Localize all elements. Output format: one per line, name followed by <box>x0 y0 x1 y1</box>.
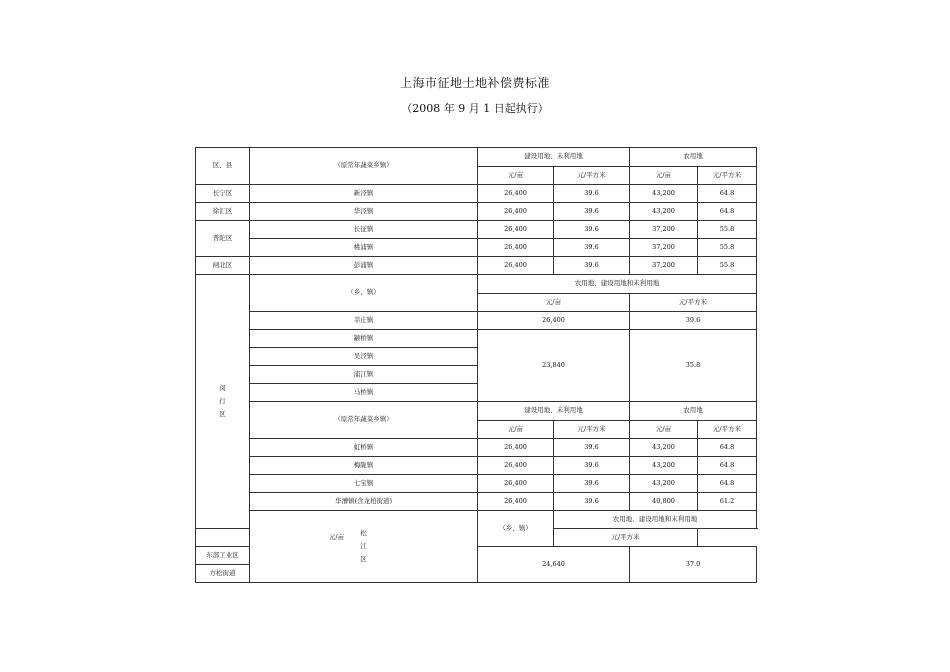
value-cell: 26,400 <box>478 312 630 330</box>
value-cell: 26,400 <box>478 221 554 239</box>
value-cell: 55.8 <box>698 257 757 275</box>
page-title: 上海市征地土地补偿费标准 <box>399 76 550 90</box>
town-cell: 七宝镇 <box>250 475 478 493</box>
value-cell: 64.8 <box>698 439 757 457</box>
header-row <box>196 148 757 167</box>
all-land-header: 农用地、建设用地和未利用地 <box>554 511 757 529</box>
value-cell: 26,400 <box>478 185 554 203</box>
town-cell: 浦江镇 <box>250 366 478 384</box>
unit-yuan-mu: 元/亩 <box>196 529 478 547</box>
district-cell: 普陀区 <box>196 221 250 257</box>
table-row <box>196 257 757 275</box>
table-row <box>196 511 757 529</box>
table-row <box>196 493 757 511</box>
value-cell: 64.8 <box>698 475 757 493</box>
unit-yuan-sqm: 元/平方米 <box>554 529 698 547</box>
town-cell: 方松街道 <box>196 565 250 583</box>
value-cell: 37,200 <box>630 221 698 239</box>
unit-yuan-mu: 元/亩 <box>478 294 630 312</box>
unit-yuan-sqm: 元/平方米 <box>630 294 757 312</box>
unit-header-row <box>196 529 757 547</box>
town-cell: 梅陇镇 <box>250 457 478 475</box>
town-header: （原常年蔬菜乡镇） <box>250 402 478 439</box>
value-cell: 43,200 <box>630 457 698 475</box>
unit-yuan-sqm: 元/平方米 <box>698 167 757 185</box>
town-header: （乡、镇） <box>478 511 554 547</box>
construction-header: 建设用地、未利用地 <box>478 402 630 421</box>
district-header: 区、县 <box>196 148 250 185</box>
value-cell: 26,400 <box>478 475 554 493</box>
value-cell: 39.6 <box>554 457 630 475</box>
value-cell: 37,200 <box>630 257 698 275</box>
value-cell: 43,200 <box>630 439 698 457</box>
value-cell: 40,800 <box>630 493 698 511</box>
value-cell: 61.2 <box>698 493 757 511</box>
value-cell: 43,200 <box>630 203 698 221</box>
value-cell: 39.6 <box>630 312 757 330</box>
table-row <box>196 203 757 221</box>
header-row <box>196 402 757 421</box>
town-cell: 新泾镇 <box>250 185 478 203</box>
value-cell: 39.6 <box>554 239 630 257</box>
unit-yuan-mu: 元/亩 <box>478 421 554 439</box>
value-cell: 43,200 <box>630 475 698 493</box>
table-row <box>196 185 757 203</box>
district-cell: 徐汇区 <box>196 203 250 221</box>
value-cell: 55.8 <box>698 221 757 239</box>
town-cell: 莘庄镇 <box>250 312 478 330</box>
town-cell: 东部工业区 <box>196 547 250 565</box>
compensation-table <box>195 147 757 583</box>
value-cell: 37.0 <box>630 547 757 583</box>
district-cell-songjiang: 松 江 区 <box>250 511 478 583</box>
unit-yuan-mu: 元/亩 <box>630 421 698 439</box>
value-cell: 39.6 <box>554 185 630 203</box>
town-cell: 桃浦镇 <box>250 239 478 257</box>
value-cell: 24,640 <box>478 547 630 583</box>
value-cell: 26,400 <box>478 439 554 457</box>
district-cell: 闸北区 <box>196 257 250 275</box>
table-row <box>196 275 757 294</box>
value-cell: 39.6 <box>554 493 630 511</box>
table-row <box>196 330 757 348</box>
value-cell: 39.6 <box>554 257 630 275</box>
town-cell: 华泾镇 <box>250 203 478 221</box>
value-cell: 55.8 <box>698 239 757 257</box>
town-header: （乡、镇） <box>250 275 478 312</box>
construction-header: 建设用地、未利用地 <box>478 148 630 167</box>
table-row <box>196 312 757 330</box>
value-cell: 64.8 <box>698 203 757 221</box>
table-row <box>196 239 757 257</box>
town-cell: 吴泾镇 <box>250 348 478 366</box>
value-cell: 26,400 <box>478 257 554 275</box>
value-cell: 39.6 <box>554 439 630 457</box>
value-cell: 26,400 <box>478 239 554 257</box>
value-cell: 39.6 <box>554 203 630 221</box>
value-cell: 64.8 <box>698 457 757 475</box>
value-cell: 37,200 <box>630 239 698 257</box>
value-cell: 23,840 <box>478 330 630 402</box>
value-cell: 26,400 <box>478 457 554 475</box>
town-cell: 颛桥镇 <box>250 330 478 348</box>
unit-yuan-sqm: 元/平方米 <box>698 421 757 439</box>
value-cell: 64.8 <box>698 185 757 203</box>
value-cell: 26,400 <box>478 203 554 221</box>
unit-yuan-sqm: 元/平方米 <box>554 167 630 185</box>
unit-yuan-mu: 元/亩 <box>630 167 698 185</box>
all-land-header: 农用地、建设用地和未利用地 <box>478 275 757 294</box>
town-cell: 彭浦镇 <box>250 257 478 275</box>
table-row <box>196 439 757 457</box>
unit-yuan-mu: 元/亩 <box>478 167 554 185</box>
town-cell: 虹桥镇 <box>250 439 478 457</box>
town-cell: 华漕镇(含龙柏街道) <box>250 493 478 511</box>
value-cell: 35.8 <box>630 330 757 402</box>
town-header: （原常年蔬菜乡镇） <box>250 148 478 185</box>
value-cell: 26,400 <box>478 493 554 511</box>
farmland-header: 农用地 <box>630 148 757 167</box>
district-cell: 长宁区 <box>196 185 250 203</box>
district-cell-minhang: 闵 行 区 <box>196 275 250 529</box>
town-cell: 长征镇 <box>250 221 478 239</box>
value-cell: 39.6 <box>554 475 630 493</box>
value-cell: 39.6 <box>554 221 630 239</box>
page-subtitle: （2008 年 9 月 1 日起执行） <box>401 102 549 115</box>
value-cell: 43,200 <box>630 185 698 203</box>
farmland-header: 农用地 <box>630 402 757 421</box>
town-cell: 马桥镇 <box>250 384 478 402</box>
unit-yuan-sqm: 元/平方米 <box>554 421 630 439</box>
table-row <box>196 221 757 239</box>
table-row <box>196 457 757 475</box>
table-row <box>196 475 757 493</box>
